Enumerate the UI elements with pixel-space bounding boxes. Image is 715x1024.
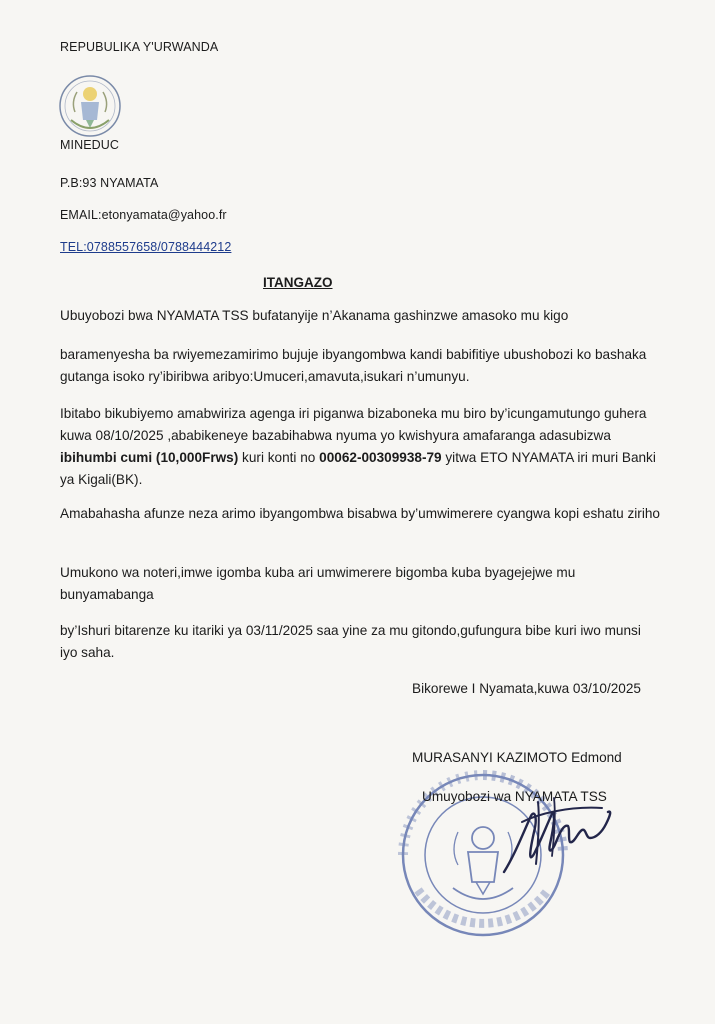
signatory-position: Umuyobozi wa NYAMATA TSS xyxy=(422,789,607,804)
email-label: EMAIL:etonyamata@yahoo.fr xyxy=(60,208,227,222)
handwritten-signature-icon xyxy=(498,792,620,880)
paragraph-3-text-e: yitwa ETO NYAMATA iri muri Banki ya Kigali(BK). xyxy=(60,450,656,487)
paragraph-1: Ubuyobozi bwa NYAMATA TSS bufatanyije n’Akanama gashinzwe amasoko mu kigo xyxy=(60,308,569,323)
rwanda-emblem-icon xyxy=(57,72,123,140)
notice-title: ITANGAZO xyxy=(263,275,333,290)
signatory-name: MURASANYI KAZIMOTO Edmond xyxy=(412,750,622,765)
ministry-label: MINEDUC xyxy=(60,138,120,152)
place-date: Bikorewe I Nyamata,kuwa 03/10/2025 xyxy=(412,681,641,696)
paragraph-3-text-a: Ibitabo bikubiyemo amabwiriza agenga iri piganwa bizaboneka mu biro by’icungamutungo guhera kuwa 08/10/2025 ,ababikeneye bazabihabwa nyuma yo kwishyura amafaranga adasubizwa xyxy=(60,406,647,443)
paragraph-3-text-c: kuri konti no xyxy=(238,450,320,465)
telephone-label: TEL:0788557658/0788444212 xyxy=(60,240,232,254)
fee-amount: ibihumbi cumi (10,000Frws) xyxy=(60,450,239,465)
paragraph-2: baramenyesha ba rwiyemezamirimo bujuje ibyangombwa kandi babifitiye ubushobozi ko bashaka gutanga isoko ry’ibiribwa aribyo:Umuceri,amavuta,isukari n’umunyu. xyxy=(60,347,647,384)
account-number: 00062-00309938-79 xyxy=(319,450,442,465)
paragraph-4: Amabahasha afunze neza arimo ibyangombwa bisabwa by’umwimerere cyangwa kopi eshatu ziriho xyxy=(60,506,660,521)
paragraph-6: by’Ishuri bitarenze ku itariki ya 03/11/2025 saa yine za mu gitondo,gufungura bibe kuri iwo munsi iyo saha. xyxy=(60,623,641,660)
po-box-label: P.B:93 NYAMATA xyxy=(60,176,159,190)
paragraph-5: Umukono wa noteri,imwe igomba kuba ari umwimerere bigomba kuba byagejejwe mu bunyamabanga xyxy=(60,565,576,602)
paragraph-3 xyxy=(60,403,665,491)
country-header: REPUBULIKA Y'URWANDA xyxy=(60,40,219,54)
